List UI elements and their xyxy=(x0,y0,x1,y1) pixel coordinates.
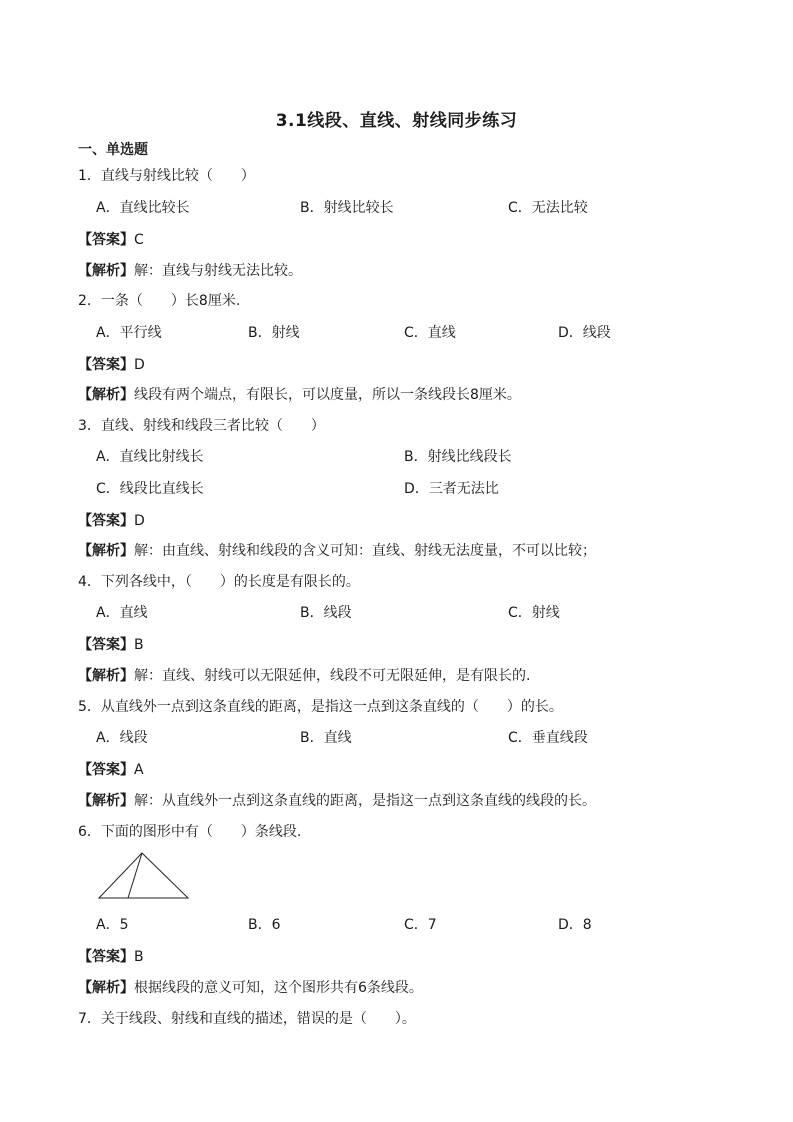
answer-tag: 【答案】 xyxy=(78,637,134,653)
option: C．射线 xyxy=(508,605,560,621)
answer-line xyxy=(78,759,144,779)
analysis-line xyxy=(78,540,596,560)
analysis-tag: 【解析】 xyxy=(78,668,134,684)
option: A．平行线 xyxy=(96,325,162,341)
option: A．线段 xyxy=(96,730,148,746)
option: C．直线 xyxy=(404,325,456,341)
answer-tag: 【答案】 xyxy=(78,232,134,248)
answer-line xyxy=(78,510,145,530)
analysis-text: 解：从直线外一点到这条直线的距离，是指这一点到这条直线的线段的长。 xyxy=(134,793,596,809)
option: B．射线比线段长 xyxy=(404,449,512,465)
answer-line xyxy=(78,946,144,966)
analysis-line xyxy=(78,260,302,280)
option: D．8 xyxy=(558,917,592,933)
analysis-tag: 【解析】 xyxy=(78,263,134,279)
answer-tag: 【答案】 xyxy=(78,762,134,778)
option: A．直线比较长 xyxy=(96,200,190,216)
analysis-tag: 【解析】 xyxy=(78,793,134,809)
answer-tag: 【答案】 xyxy=(78,949,134,965)
question-stem: 5．从直线外一点到这条直线的距离，是指这一点到这条直线的（ ）的长。 xyxy=(78,699,563,715)
option: D．线段 xyxy=(558,325,611,341)
option: C．无法比较 xyxy=(508,200,588,216)
option: D．三者无法比 xyxy=(404,481,499,497)
answer-value: A xyxy=(134,762,144,778)
triangle-figure xyxy=(96,850,192,902)
analysis-text: 根据线段的意义可知，这个图形共有6条线段。 xyxy=(134,980,423,996)
answer-value: D xyxy=(134,513,145,529)
answer-value: B xyxy=(134,949,144,965)
question-stem: 6．下面的图形中有（ ）条线段. xyxy=(78,824,302,840)
option: C．7 xyxy=(404,917,437,933)
page-title: 3.1线段、直线、射线同步练习 xyxy=(275,111,518,131)
analysis-tag: 【解析】 xyxy=(78,980,134,996)
option: C．线段比直线长 xyxy=(96,481,204,497)
option: B．射线 xyxy=(248,325,300,341)
answer-tag: 【答案】 xyxy=(78,513,134,529)
option: C．垂直线段 xyxy=(508,730,588,746)
question-stem: 1．直线与射线比较（ ） xyxy=(78,168,255,184)
analysis-text: 解：直线与射线无法比较。 xyxy=(134,263,302,279)
analysis-line xyxy=(78,384,521,404)
analysis-line xyxy=(78,977,423,997)
option: B．直线 xyxy=(300,730,352,746)
section-heading: 一、单选题 xyxy=(78,142,148,158)
answer-value: D xyxy=(134,357,145,373)
analysis-text: 线段有两个端点，有限长，可以度量，所以一条线段长8厘米。 xyxy=(134,387,521,403)
answer-value: C xyxy=(134,232,144,248)
option: B．6 xyxy=(248,917,281,933)
question-stem: 2．一条（ ）长8厘米. xyxy=(78,293,241,309)
option: B．射线比较长 xyxy=(300,200,394,216)
option: A．5 xyxy=(96,917,129,933)
option: B．线段 xyxy=(300,605,352,621)
answer-tag: 【答案】 xyxy=(78,357,134,373)
question-stem: 7．关于线段、射线和直线的描述，错误的是（ ）。 xyxy=(78,1011,416,1027)
answer-line xyxy=(78,634,144,654)
analysis-line xyxy=(78,790,596,810)
analysis-text: 解：直线、射线可以无限延伸，线段不可无限延伸，是有限长的. xyxy=(134,668,531,684)
answer-value: B xyxy=(134,637,144,653)
analysis-text: 解：由直线、射线和线段的含义可知：直线、射线无法度量，不可以比较； xyxy=(134,543,596,559)
question-stem: 4．下列各线中，（ ）的长度是有限长的。 xyxy=(78,574,360,590)
answer-line xyxy=(78,354,145,374)
triangle-outline xyxy=(99,853,188,898)
analysis-tag: 【解析】 xyxy=(78,387,134,403)
question-stem: 3．直线、射线和线段三者比较（ ） xyxy=(78,418,325,434)
analysis-line xyxy=(78,665,530,685)
analysis-tag: 【解析】 xyxy=(78,543,134,559)
answer-line xyxy=(78,229,144,249)
option: A．直线 xyxy=(96,605,148,621)
option: A．直线比射线长 xyxy=(96,449,204,465)
